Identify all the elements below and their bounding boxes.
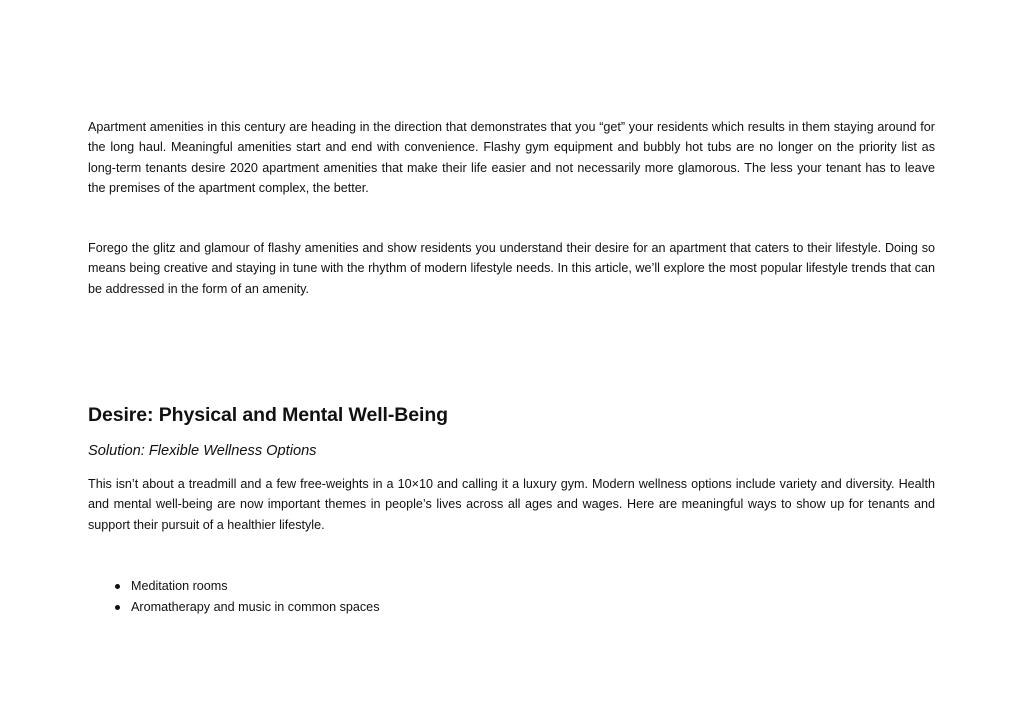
- section-heading: Desire: Physical and Mental Well-Being: [88, 404, 448, 426]
- section-paragraph: This isn’t about a treadmill and a few free-weights in a 10×10 and calling it a luxury gym. Modern wellness options include variety and diversity. Health and mental well-being are now important themes in people’s lives across all ages and wages. Here are meaningful ways to show up for tenants and support their pursuit of a healthier lifestyle.: [88, 477, 935, 532]
- bullet-icon: [115, 605, 120, 610]
- intro-paragraph-2: Forego the glitz and glamour of flashy amenities and show residents you understand their desire for an apartment that caters to their lifestyle. Doing so means being creative and staying in tune with the rhythm of modern lifestyle needs. In this article, we’ll explore the most popular lifestyle trends that can be addressed in the form of an amenity.: [88, 241, 935, 296]
- list-item-text: Aromatherapy and music in common spaces: [131, 600, 380, 614]
- list-item: [88, 597, 935, 618]
- bullet-list: [88, 576, 935, 618]
- list-item-text: Meditation rooms: [131, 579, 228, 593]
- bullet-icon: [115, 584, 120, 589]
- list-item: [88, 576, 935, 597]
- section-subheading: Solution: Flexible Wellness Options: [88, 443, 317, 459]
- intro-paragraph-1: Apartment amenities in this century are heading in the direction that demonstrates that you “get” your residents which results in them staying around for the long haul. Meaningful amenities start and end with convenience. Flashy gym equipment and bubbly hot tubs are no longer on the priority list as long-term tenants desire 2020 apartment amenities that make their life easier and not necessarily more glamorous. The less your tenant has to leave the premises of the apartment complex, the better.: [88, 120, 935, 196]
